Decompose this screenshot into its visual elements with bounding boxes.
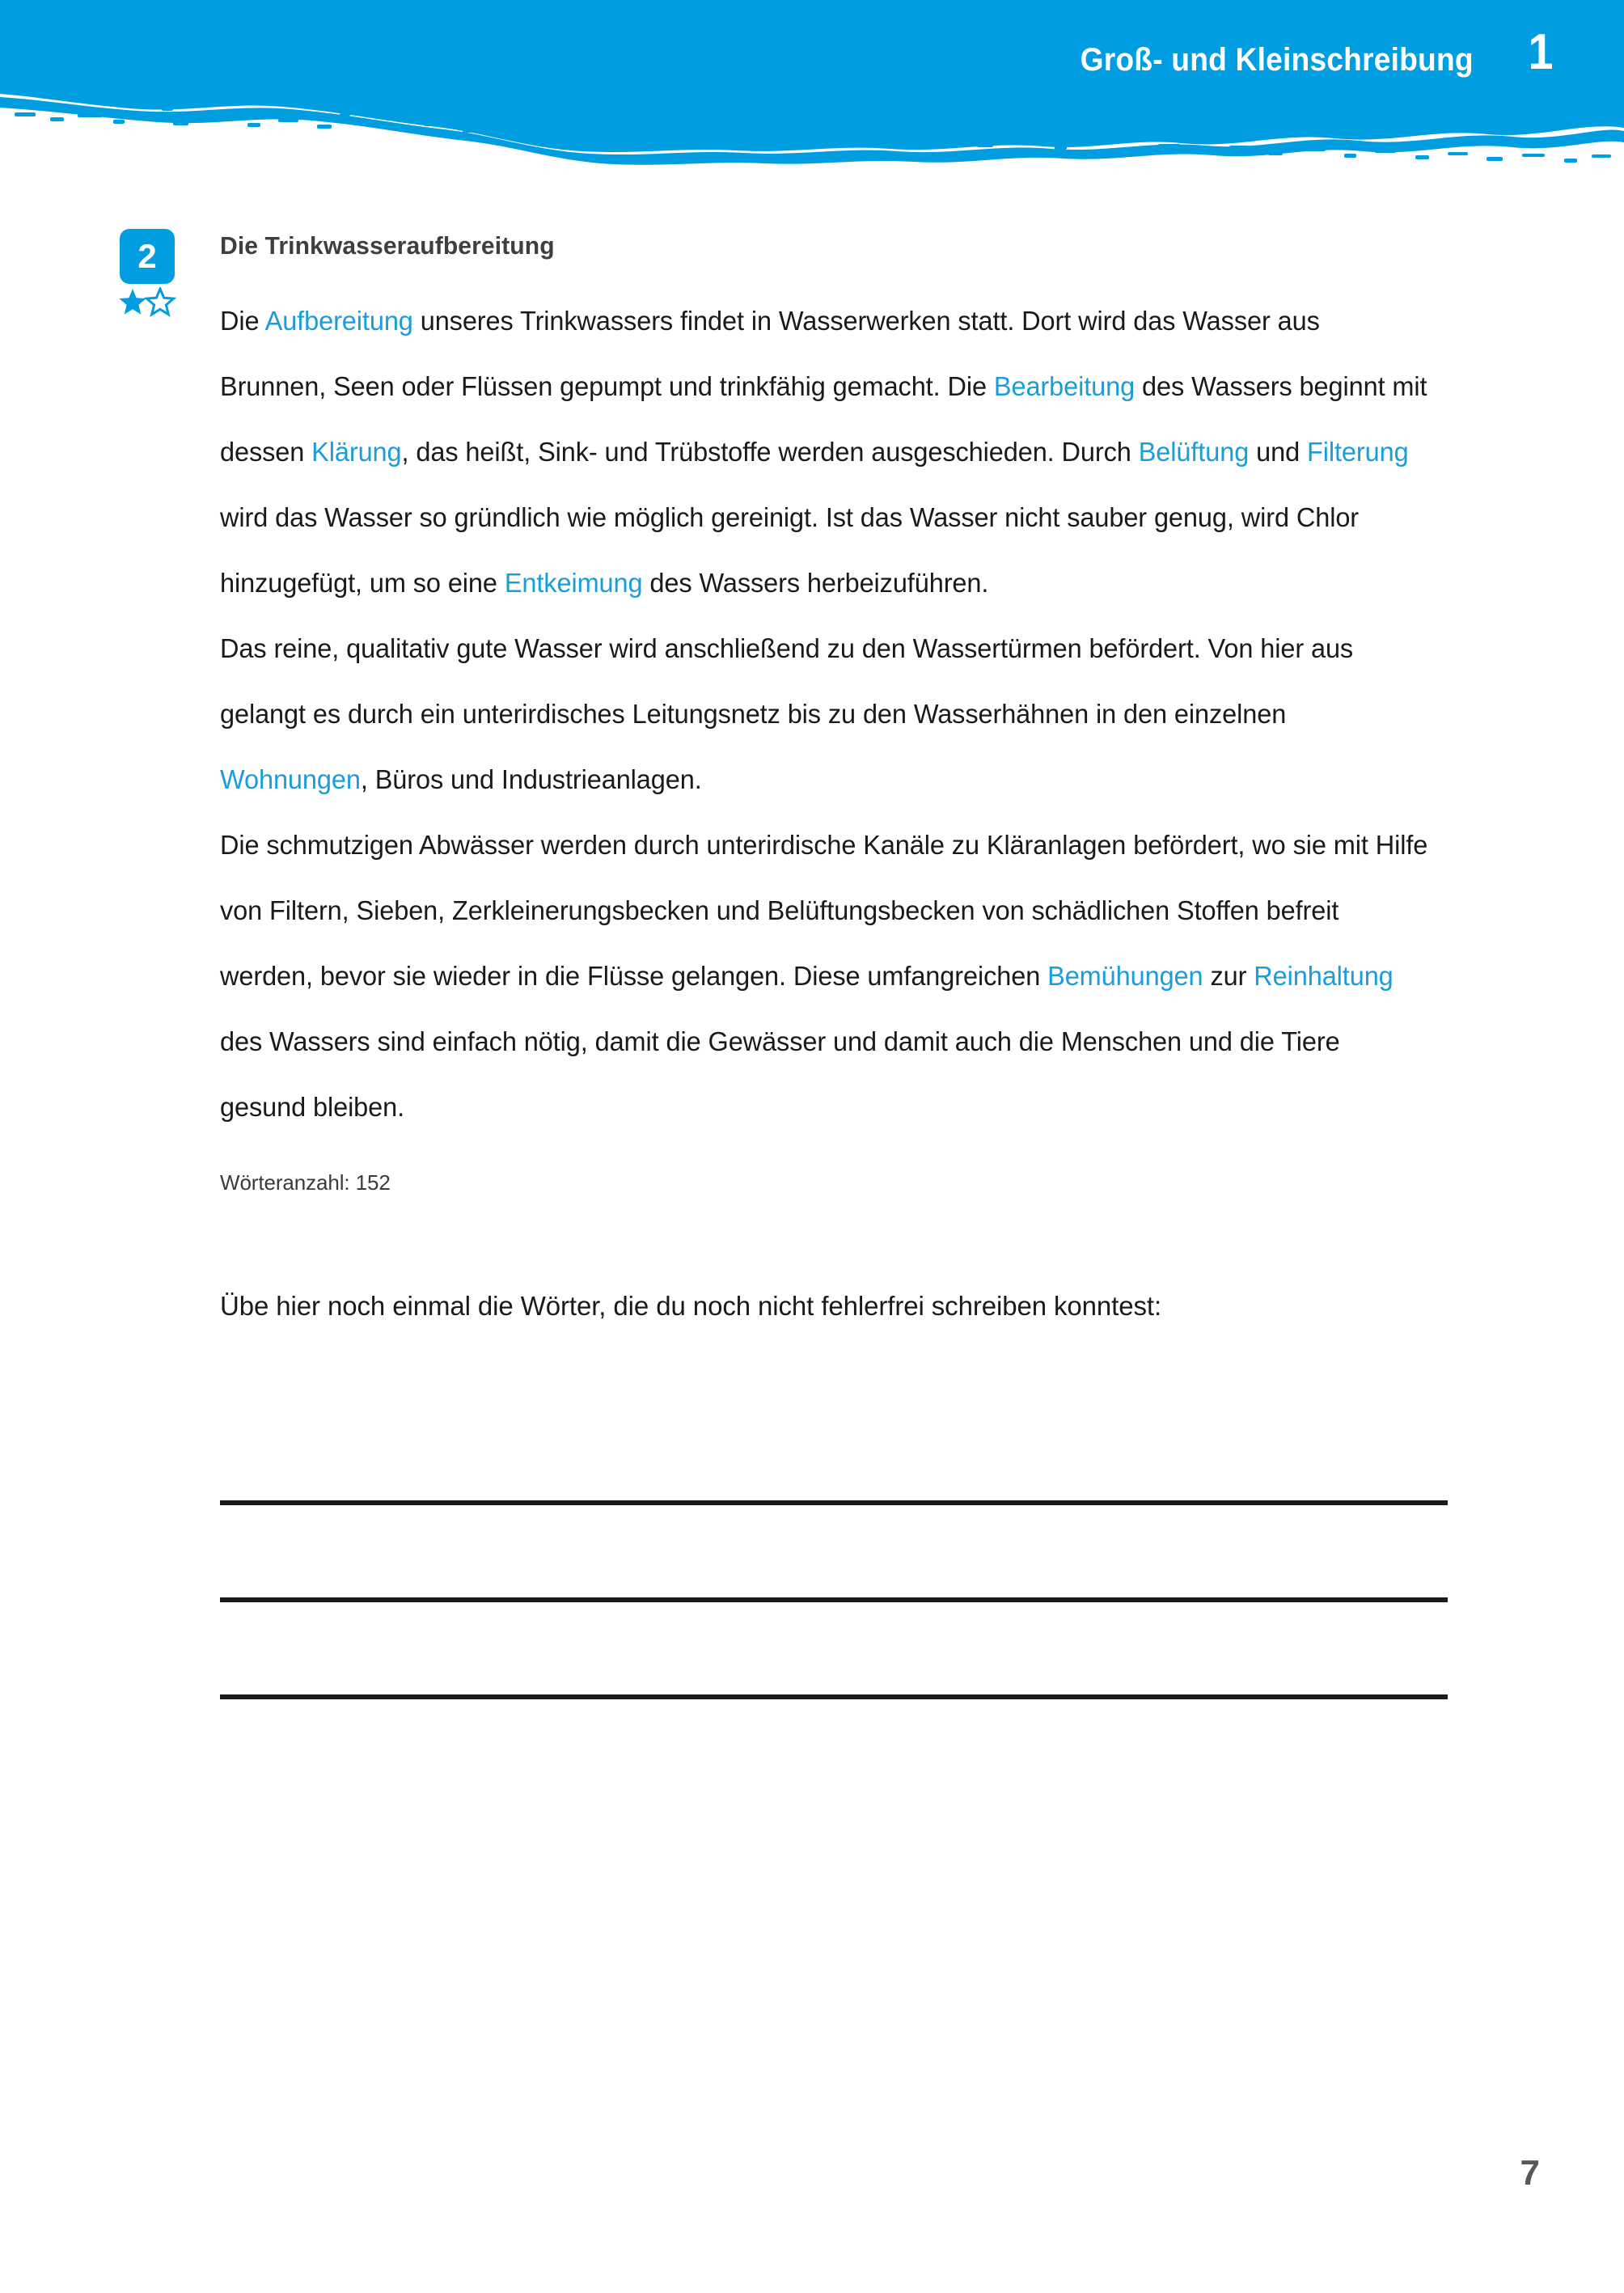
passage-text: des Wassers sind einfach nötig, damit die Gewässer und damit auch die Menschen und die Tiere gesund bleiben. (220, 1026, 1340, 1122)
star-filled-icon (119, 289, 146, 315)
passage-text: des Wassers beginnt mit dessen (220, 371, 1427, 467)
passage-text: zur (1203, 961, 1254, 991)
passage-text: des Wassers herbeizuführen. (642, 568, 989, 598)
header-banner (0, 0, 1624, 166)
highlighted-noun: Filterung (1306, 437, 1409, 467)
exercise-title: Die Trinkwasseraufbereitung (220, 231, 555, 260)
highlighted-noun: Klärung (311, 437, 402, 467)
writing-line[interactable] (220, 1597, 1448, 1602)
passage-text: Das reine, qualitativ gute Wasser wird anschließend zu den Wassertürmen befördert. Von hier aus gelangt es durch ein unterirdisches Leitungsnetz bis zu den Wasserhähnen in den einzelnen (220, 633, 1354, 729)
highlighted-noun: Belüftung (1138, 437, 1250, 467)
writing-line[interactable] (220, 1500, 1448, 1505)
passage-text: , das heißt, Sink- und Trübstoffe werden ausgeschieden. Durch (401, 437, 1139, 467)
chapter-number: 1 (1527, 24, 1553, 80)
reading-passage (220, 288, 1431, 1140)
exercise-content (220, 231, 1449, 1322)
passage-paragraph (220, 616, 1431, 812)
highlighted-noun: Wohnungen (220, 764, 361, 794)
highlighted-noun: Reinhaltung (1254, 961, 1394, 991)
word-count-label: Wörteranzahl: 152 (220, 1170, 391, 1195)
passage-paragraph (220, 288, 1431, 616)
passage-text: wird das Wasser so gründlich wie möglich gereinigt. Ist das Wasser nicht sauber genug, wird Chlor hinzugefügt, um so eine (220, 502, 1360, 598)
answer-writing-lines[interactable] (220, 1500, 1448, 1699)
page-title: Groß- und Kleinschreibung (1080, 42, 1474, 78)
writing-line[interactable] (220, 1694, 1448, 1699)
highlighted-noun: Bemühungen (1047, 961, 1203, 991)
banner-brush-shape (0, 0, 1624, 166)
passage-paragraph (220, 812, 1431, 1140)
highlighted-noun: Bearbeitung (993, 371, 1136, 401)
star-outline-icon (146, 289, 173, 315)
exercise-number-badge: 2 (120, 229, 175, 284)
difficulty-stars (118, 287, 180, 321)
practice-instruction: Übe hier noch einmal die Wörter, die du noch nicht fehlerfrei schreiben konntest: (220, 1291, 1162, 1321)
passage-text: und (1249, 437, 1307, 467)
passage-text: Die (220, 306, 265, 336)
highlighted-noun: Entkeimung (504, 568, 643, 598)
highlighted-noun: Aufbereitung (264, 306, 413, 336)
passage-text: Die schmutzigen Abwässer werden durch unterirdische Kanäle zu Kläranlagen befördert, wo sie mit Hilfe von Filtern, Sieben, Zerkleinerungsbecken und Belüftungsbecken von schädlichen Stoffen befreit werden, bevor sie wieder in die Flüsse gelangen. Diese umfangreichen (220, 830, 1428, 991)
passage-text: , Büros und Industrieanlagen. (360, 764, 702, 794)
page-number: 7 (1520, 2153, 1540, 2193)
passage-text: unseres Trinkwassers findet in Wasserwerken statt. Dort wird das Wasser aus Brunnen, Seen oder Flüssen gepumpt und trinkfähig gemacht. Die (220, 306, 1320, 401)
